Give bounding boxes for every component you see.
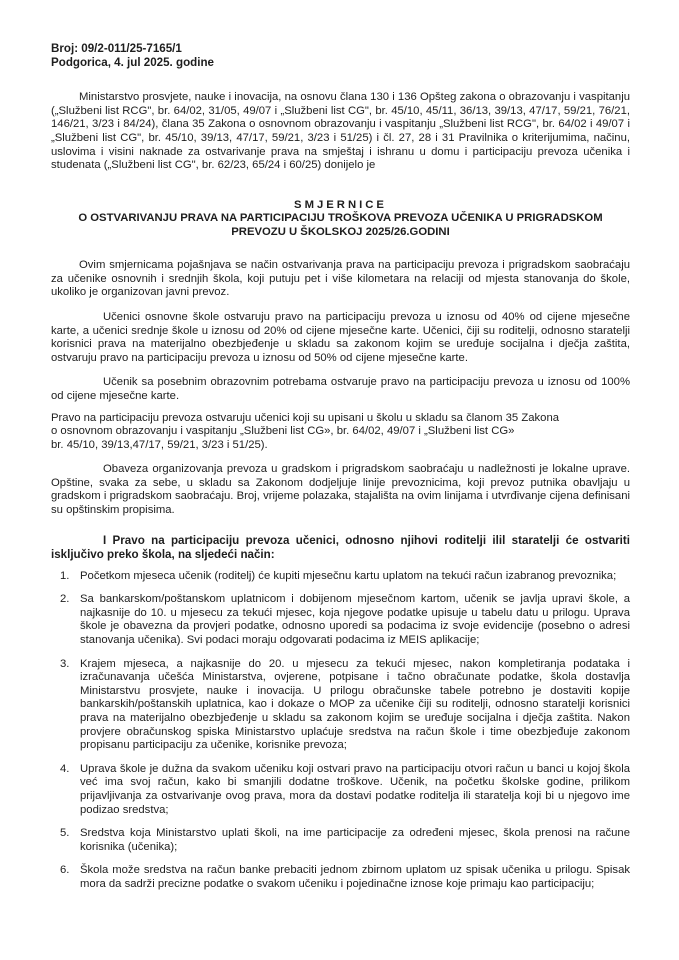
list-item-number: 2. bbox=[60, 593, 70, 606]
list-item-number: 3. bbox=[60, 657, 70, 670]
spacer bbox=[51, 300, 630, 311]
document-title bbox=[51, 199, 630, 239]
reference-number: Broj: 09/2-011/25-7165/1 bbox=[51, 42, 182, 55]
spacer bbox=[51, 69, 630, 91]
list-item bbox=[51, 658, 630, 753]
enrolled-line-1: Pravo na participaciju prevoza ostvaruju učenici koji su upisani u školu u skladu sa članom 35 Zakona bbox=[51, 411, 560, 424]
intro-paragraph: Ovim smjernicama pojašnjava se način ostvarivanja prava na participaciju prevoza i prigradskom saobraćaju za učenike osnovnih i srednjih škola, koji putuju pet i više kilometara na relaciji od mjesta stanovanja do škole, ukoliko je organizovan javni prevoz. bbox=[51, 259, 630, 299]
procedure-list bbox=[51, 570, 630, 892]
spacer bbox=[51, 404, 630, 412]
obligation-paragraph: Obaveza organizovanja prevoza u gradskom i prigradskom saobraćaju u nadležnosti je lokalne uprave. Opštine, svaka za sebe, u skladu sa Zakonom dodjeljuje linije prevoznicima, koji prevoz putnika obavljaju u gradskom i prigradskom saobraćaju. Broj, vrijeme polazaka, stajališta na ovim linijama i utvrđivanje cijena definisani su opštinskim propisima. bbox=[51, 463, 630, 517]
document-content bbox=[51, 42, 630, 902]
list-item bbox=[51, 864, 630, 891]
special-needs-paragraph: Učenik sa posebnim obrazovnim potrebama ostvaruje pravo na participaciju prevoza u iznosu od 100% od cijene mjesečne karte. bbox=[51, 376, 630, 402]
list-item-text: Škola može sredstva na račun banke prebaciti jednom zbirnom uplatom uz spisak učenika u prilogu. Spisak mora da sadrži precizne podatke o svakom učeniku i pojedinačne iznose koje primaju kao participaciju; bbox=[80, 864, 630, 890]
list-item-number: 4. bbox=[60, 762, 70, 775]
list-item-text: Krajem mjeseca, a najkasnije do 20. u mjesecu za tekući mjesec, nakon kompletiranja podataka i izračunavanja učešća Ministarstva, ovjerene, potpisane i tačno obračunate podatke, škola dostavlja Ministarstvu prosvjete, nauke i inovacija. U prilogu obračunske tabele potrebno je dostaviti kopije bankarskih/poštanskih uplatnica, kao i dokaze o MOP za učenike čiji su roditelji, odnosno staratelji korisnici prava na materijalno obezbjeđenje u skladu sa zakonom kojim se uređuje socijalna i dječja zaštita. Nakon provjere obračunskog spiska Ministarstvo uplaćuje sredstva na račun škole i time obezbjeđuje zakonom propisanu participaciju za učenike, korisnike prevoza; bbox=[80, 657, 630, 752]
preamble-paragraph: Ministarstvo prosvjete, nauke i inovacija, na osnovu člana 130 i 136 Opšteg zakona o obrazovanju i vaspitanju („Službeni list RCG", br. 64/02, 31/05, 49/07 i „Službeni list CG", br. 45/10, 45/11, 36/13, 39/13, 47/17, 59/21, 76/21, 146/21, 3/23 i 84/24), člana 35 Zakona o osnovnom obrazovanju i vaspitanju „Službeni list RCG", br. 64/02 i 49/07 i „Službeni list CG", br. 45/10, 39/13, 47/17, 59/21, 3/23 i 51/25) i čl. 27, 28 i 31 Pravilnika o kriterijumima, načinu, uslovima i visini naknade za ostvarivanje prava na smještaj i ishranu u domu i participaciju prevoza učenika i studenata („Službeni list CG", br. 62/23, 65/24 i 60/25) donijelo je bbox=[51, 91, 630, 172]
enrolled-paragraph bbox=[51, 412, 630, 453]
section-heading: I Pravo na participaciju prevoza učenici, odnosno njihovi roditelji ilil staratelji će ostvariti isključivo preko škola, na sljedeći način: bbox=[51, 533, 630, 561]
spacer bbox=[51, 518, 630, 534]
list-item bbox=[51, 570, 630, 584]
list-item-text: Sredstva koja Ministarstvo uplati školi, na ime participacije za određeni mjesec, škola prenosi na račune korisnika (učenika); bbox=[80, 827, 630, 853]
percentages-paragraph: Učenici osnovne škole ostvaruju pravo na participaciju prevoza u iznosu od 40% od cijene mjesečne karte, a učenici srednje škole u iznosu od 20% od cijene mjesečne karte. Učenici, čiji su roditelji, odnosno staratelji korisnici prava na materijalno obezbjeđenje u skladu sa zakonom kojim se uređuje socijalna i dječja zaštita, ostvaruju pravo na participaciju prevoza u iznosu od 50% od cijene mjesečne karte. bbox=[51, 310, 630, 364]
spacer bbox=[51, 452, 630, 463]
spacer bbox=[51, 239, 630, 259]
spacer bbox=[51, 562, 630, 570]
title-subtitle-line2: PREVOZU U ŠKOLSKOJ 2025/26.GODINI bbox=[231, 225, 450, 238]
list-item-text: Sa bankarskom/poštanskom uplatnicom i dobijenom mjesečnom kartom, učenik se javlja upravi škole, a najkasnije do 10. u mjesecu za tekući mjesec, koja njegove podatke upisuje u tabelu datu u prilogu. Uprava škole je obavezna da provjeri podatke, odnosno uporedi sa podacima iz svoje evidencije (posebno o adresi stanovanja učenika). Svi podaci moraju odgovarati podacima iz MEIS aplikacije; bbox=[80, 593, 630, 647]
spacer bbox=[51, 365, 630, 376]
list-item bbox=[51, 593, 630, 647]
title-subtitle-line1: O OSTVARIVANJU PRAVA NA PARTICIPACIJU TROŠKOVA PREVOZA UČENIKA U PRIGRADSKOM bbox=[78, 212, 603, 225]
list-item-number: 1. bbox=[60, 569, 70, 582]
list-item-number: 5. bbox=[60, 827, 70, 840]
list-item-text: Uprava škole je dužna da svakom učeniku koji ostvari pravo na participaciju otvori račun u banci u kojoj škola već ima svoj račun, kako bi smanjili dodatne troškove. Učenik, na početku školske godine, prilikom prijavljivanja za ostvarivanje ovog prava, mora da dostavi podatke roditelja ili staratelja koji bi u njegovo ime podizao sredstva; bbox=[80, 762, 630, 816]
list-item-number: 6. bbox=[60, 864, 70, 877]
list-item-text: Početkom mjeseca učenik (roditelj) će kupiti mjesečnu kartu uplatom na tekući račun izabranog prevoznika; bbox=[80, 569, 617, 582]
place-date: Podgorica, 4. jul 2025. godine bbox=[51, 55, 214, 69]
title-main: SMJERNICE bbox=[294, 198, 387, 211]
enrolled-line-3: br. 45/10, 39/13,47/17, 59/21, 3/23 i 51/25). bbox=[51, 438, 268, 451]
list-item bbox=[51, 763, 630, 817]
list-item bbox=[51, 827, 630, 854]
enrolled-line-2: o osnovnom obrazovanju i vaspitanju „Službeni list CG», br. 64/02, 49/07 i „Službeni list CG» bbox=[51, 425, 515, 438]
